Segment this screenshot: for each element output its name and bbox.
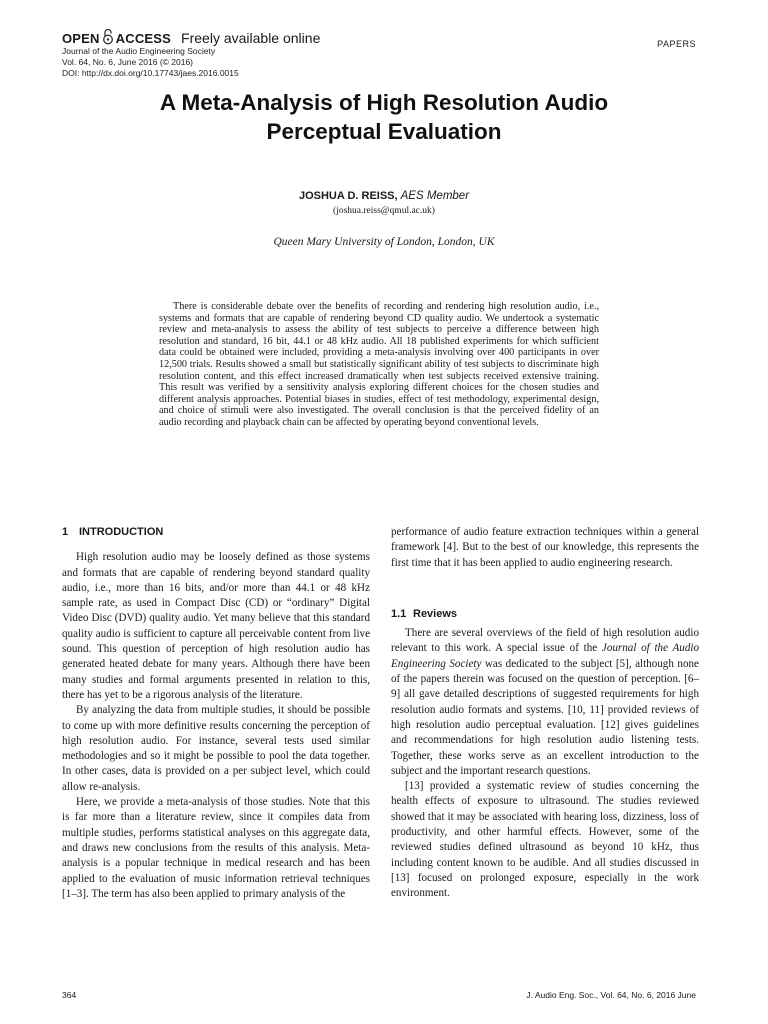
- section-heading-introduction: [62, 525, 370, 540]
- footer-journal-reference: J. Audio Eng. Soc., Vol. 64, No. 6, 2016 June: [526, 990, 696, 1000]
- author-affiliation: Queen Mary University of London, London, UK: [273, 236, 495, 248]
- intro-paragraph-1: High resolution audio may be loosely defined as those systems and formats that are capable of rendering beyond standard quality audio, i.e., more than 16 bits, and/or more than 44.1 or 48 kHz sample rate, as used in Compact Disc (CD) or “ordinary” Digital Video Disc (DVD) quality audio. Yet many believe that this standard quality audio is sufficient to capture all perceivable content from live sound. This question of perception of high resolution audio has generated heated debate for many years. Although there have been many studies and formal arguments presented in relation to this, there has yet to be a rigorous analysis of the literature.: [62, 551, 370, 701]
- reviews-text: There are several overviews of the field of high resolution audio relevant to this work. A special issue of the: [391, 627, 699, 655]
- intro-paragraph-2: By analyzing the data from multiple studies, it should be possible to come up with more definitive results concerning the perception of high resolution audio. For instance, several tests used similar methodologies and so it might be possible to pool the data together. In other cases, data is provided on a per subject level, which could allow re-analysis.: [62, 704, 370, 793]
- journal-title-italic: Journal of the Audio Engineering Society: [391, 642, 699, 670]
- intro-paragraph-3-continued: performance of audio feature extraction techniques within a general framework [4]. But to the best of our knowledge, this represents the first time that it has been applied to audio engineering research.: [391, 526, 699, 569]
- journal-info: [62, 46, 239, 79]
- author-name: JOSHUA D. REISS,: [298, 190, 398, 202]
- title-line-2: Perceptual Evaluation: [266, 119, 502, 144]
- author-line: [0, 190, 768, 202]
- title-line-1: A Meta-Analysis of High Resolution Audio: [159, 90, 609, 115]
- freely-available-label: Freely available online: [181, 30, 321, 46]
- journal-name: Journal of the Audio Engineering Society: [62, 46, 216, 56]
- paper-title: [0, 88, 768, 146]
- journal-volume: Vol. 64, No. 6, June 2016 (© 2016): [62, 57, 194, 67]
- section-title: INTRODUCTION: [79, 526, 164, 538]
- subsection-title: Reviews: [413, 607, 458, 620]
- section-tag: PAPERS: [657, 39, 696, 49]
- doi-link[interactable]: DOI: http://dx.doi.org/10.17743/jaes.2016.0015: [62, 68, 239, 78]
- reviews-text-continued: was dedicated to the subject [5], although none of the papers therein was focused on the question of perception. [6–9] all gave detailed descriptions of suggested requirements for high resolution audio formats and systems. [10, 11] provided reviews of high resolution audio perceptual evaluation. [12] gives guidelines and recommendations for high resolution audio listening tests. Together, these works serve as an excellent introduction to the subject and the important research questions.: [391, 657, 699, 777]
- left-column: [62, 525, 370, 902]
- open-access-banner: [62, 28, 320, 48]
- page-number: 364: [62, 990, 77, 1000]
- subsection-heading-reviews: [391, 607, 699, 622]
- abstract: There is considerable debate over the benefits of recording and rendering high resolution audio, i.e., systems and formats that are capable of rendering beyond CD quality audio. We undertook a systematic review and meta-analysis to assess the ability of test subjects to perceive a difference between high resolution and standard, 16 bit, 44.1 or 48 kHz audio. All 18 published experiments for which sufficient data could be obtained were included, providing a meta-analysis involving over 400 participants in over 12,500 trials. Results showed a small but statistically significant ability of test subjects to discriminate high resolution content, and this effect increased dramatically when test subjects received extensive training. This result was verified by a sensitivity analysis exploring different choices for the chosen studies and different analysis approaches. Potential biases in studies, effect of test methodology, experimental design, and choice of stimuli were also investigated. The overall conclusion is that the perceived fidelity of an audio recording and playback chain can be affected by operating beyond conventional levels.: [159, 301, 599, 428]
- right-column: [391, 525, 699, 902]
- subsection-number: 1.1: [391, 607, 407, 620]
- open-access-lock-icon: [102, 28, 114, 48]
- intro-paragraph-3: Here, we provide a meta-analysis of those studies. Note that this is far more than a literature review, since it compiles data from multiple studies, performs statistical analyses on this aggregate data, and draws new conclusions from the results of this analysis. Meta-analysis is a popular technique in medical research and has been applied to the evaluation of music information retrieval techniques [1–3]. The term has also been applied to primary analysis of the: [62, 796, 370, 900]
- author-membership: AES Member: [400, 190, 470, 202]
- section-number: 1: [62, 526, 69, 538]
- author-email[interactable]: (joshua.reiss@qmul.ac.uk): [333, 206, 435, 216]
- open-label: OPEN: [62, 30, 100, 46]
- reviews-paragraph-1: [391, 626, 699, 779]
- reviews-paragraph-2: [13] provided a systematic review of studies concerning the health effects of exposure to ultrasound. The studies reviewed showed that it may be associated with hearing loss, dizziness, loss of productivity, and other harmful effects. However, some of the reviewed studies defined ultrasound as beyond 10 kHz, thus including content known to be audible. And all studies discussed in [13] focused on prolonged exposure, especially in the work environment.: [391, 780, 699, 900]
- access-label: ACCESS: [115, 30, 172, 46]
